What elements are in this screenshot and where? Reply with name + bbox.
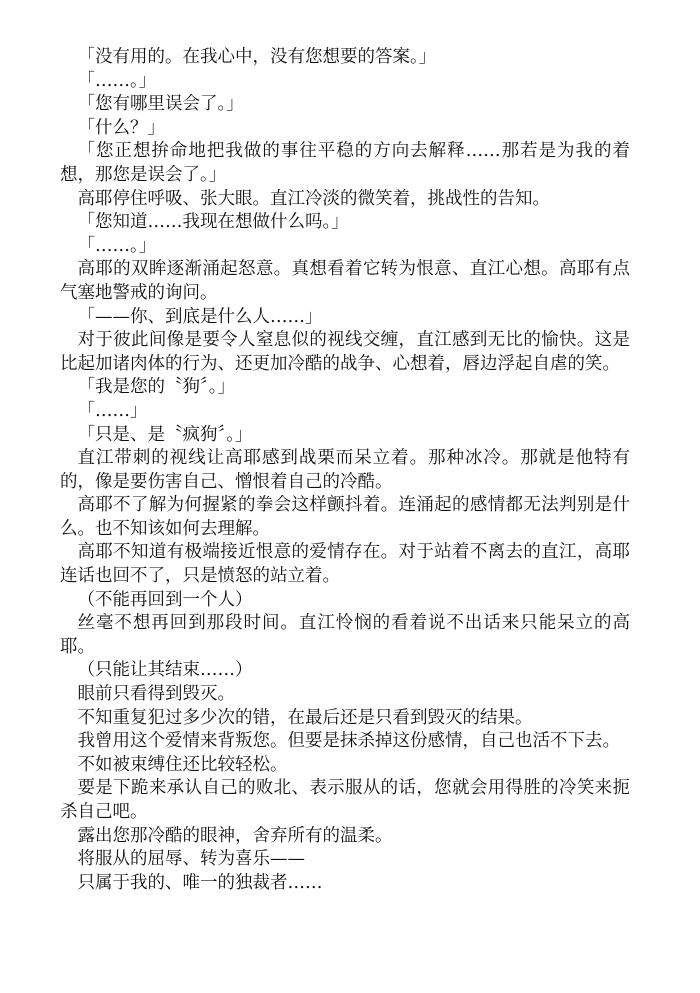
paragraph: 不知重复犯过多少次的错，在最后还是只看到毁灭的结果。 [77,707,533,728]
paragraph: （不能再回到一个人） [77,589,253,610]
paragraph: 高耶的双眸逐渐涌起怒意。真想看着它转为恨意、直江心想。高耶有点气塞地警戒的询问。 [60,259,630,303]
paragraph: 「您有哪里误会了。」 [77,94,244,115]
paragraph: 直江带刺的视线让高耶感到战栗而呆立着。那种冰冷。那就是他特有的，像是要伤害自己、憎恨着自己的冷酷。 [60,448,630,492]
paragraph: （只能让其结束……） [77,660,253,681]
document-page [60,46,630,895]
paragraph: 要是下跪来承认自己的败北、表示服从的话，您就会用得胜的冷笑来扼杀自己吧。 [60,778,630,822]
paragraph: 「只是、是〝疯狗〞。」 [77,424,253,445]
paragraph: 「什么？」 [77,117,165,138]
paragraph: 露出您那冷酷的眼神，舍弃所有的温柔。 [77,825,393,846]
paragraph: 眼前只看得到毁灭。 [77,684,235,705]
paragraph: 只属于我的、唯一的独裁者…… [77,872,323,893]
paragraph: 「我是您的〝狗〞。」 [77,377,235,398]
paragraph: 高耶不了解为何握紧的拳会这样颤抖着。连涌起的感情都无法判别是什么。也不知该如何去理解。 [60,495,630,539]
paragraph: 高耶不知道有极端接近恨意的爱情存在。对于站着不离去的直江，高耶连话也回不了，只是愤怒的站立着。 [60,542,630,587]
paragraph: 「您正想拚命地把我做的事往平稳的方向去解释……那若是为我的着想，那您是误会了。」 [60,141,630,185]
paragraph: 「……。」 [77,70,157,91]
paragraph: 「……。」 [77,235,157,256]
paragraph: 「您知道……我现在想做什么吗。」 [77,212,349,233]
paragraph: 不如被束缚住还比较轻松。 [77,754,288,775]
paragraph: 「——你、到底是什么人……」 [77,306,323,327]
paragraph: 「……」 [77,400,148,421]
paragraph: 将服从的屈辱、转为喜乐—— [77,849,305,870]
paragraph: 「没有用的。在我心中，没有您想要的答案。」 [77,47,437,67]
paragraph: 对于彼此间像是要令人窒息似的视线交缠，直江感到无比的愉快。这是比起加诸肉体的行为、还更加冷酷的战争、心想着，唇边浮起自虐的笑。 [60,330,630,374]
paragraph: 高耶停住呼吸、张大眼。直江冷淡的微笑着，挑战性的告知。 [77,188,550,209]
paragraph: 丝毫不想再回到那段时间。直江怜悯的看着说不出话来只能呆立的高耶。 [60,613,630,657]
paragraph: 我曾用这个爱情来背叛您。但要是抹杀掉这份感情，自己也活不下去。 [77,731,620,752]
